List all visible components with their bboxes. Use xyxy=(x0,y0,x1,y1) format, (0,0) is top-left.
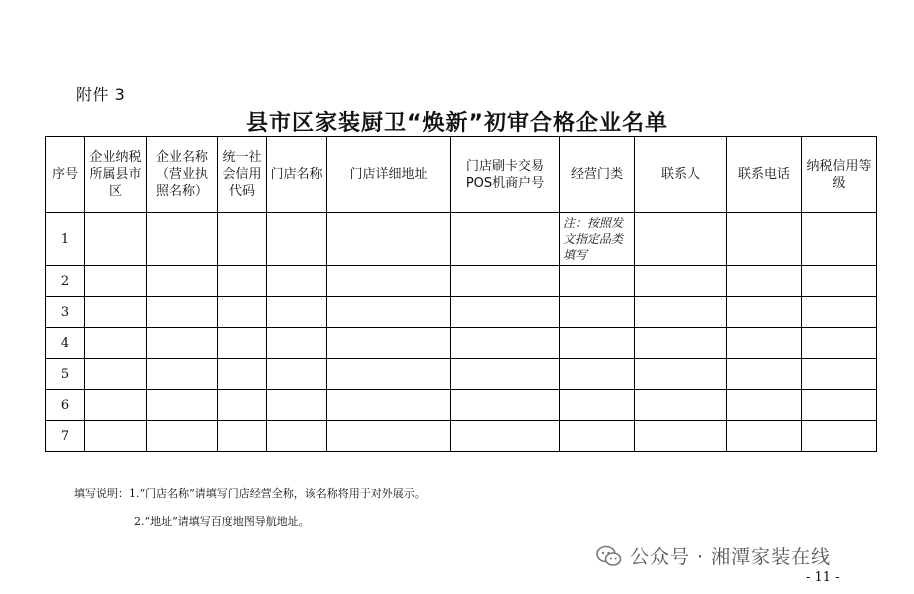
wechat-icon xyxy=(596,545,622,567)
table-row xyxy=(46,328,877,359)
row-number: 2 xyxy=(46,266,85,297)
table-row xyxy=(46,213,877,266)
page-number: - 11 - xyxy=(806,570,840,585)
instruction-line-2: 2.“地址”请填写百度地图导航地址。 xyxy=(134,515,310,528)
header-cell: 联系电话 xyxy=(727,137,802,213)
table-cell xyxy=(451,213,560,266)
header-cell: 企业纳税所属县市区 xyxy=(85,137,147,213)
header-cell: 门店名称 xyxy=(267,137,327,213)
table-cell xyxy=(85,213,147,266)
category-note: 注：按照发文指定品类填写 xyxy=(560,213,635,266)
row-number: 3 xyxy=(46,297,85,328)
row-number: 6 xyxy=(46,390,85,421)
header-cell: 序号 xyxy=(46,137,85,213)
table-row xyxy=(46,421,877,452)
header-cell: 经营门类 xyxy=(560,137,635,213)
header-cell: 纳税信用等级 xyxy=(802,137,877,213)
table-cell xyxy=(218,213,267,266)
table-cell xyxy=(727,213,802,266)
attachment-label: 附件 3 xyxy=(76,85,126,104)
table-row xyxy=(46,359,877,390)
table-cell xyxy=(267,213,327,266)
table-cell xyxy=(802,213,877,266)
row-number: 1 xyxy=(46,213,85,266)
header-cell: 企业名称（营业执照名称） xyxy=(147,137,218,213)
table-header-row xyxy=(46,137,877,213)
table-row xyxy=(46,266,877,297)
document-title: 县市区家装厨卫“焕新”初审合格企业名单 xyxy=(246,111,668,136)
row-number: 7 xyxy=(46,421,85,452)
header-cell: 联系人 xyxy=(635,137,727,213)
instruction-line-1: 填写说明：1.“门店名称”请填写门店经营全称，该名称将用于对外展示。 xyxy=(74,487,426,500)
row-number: 5 xyxy=(46,359,85,390)
header-cell: 门店刷卡交易POS机商户号 xyxy=(451,137,560,213)
table-row xyxy=(46,390,877,421)
header-cell: 统一社会信用代码 xyxy=(218,137,267,213)
header-cell: 门店详细地址 xyxy=(327,137,451,213)
table-row xyxy=(46,297,877,328)
row-number: 4 xyxy=(46,328,85,359)
table-cell xyxy=(327,213,451,266)
enterprise-list-table xyxy=(45,136,877,452)
table-cell xyxy=(635,213,727,266)
account-watermark xyxy=(596,542,831,569)
watermark-text: 公众号 · 湘潭家装在线 xyxy=(630,546,832,568)
table-cell xyxy=(147,213,218,266)
